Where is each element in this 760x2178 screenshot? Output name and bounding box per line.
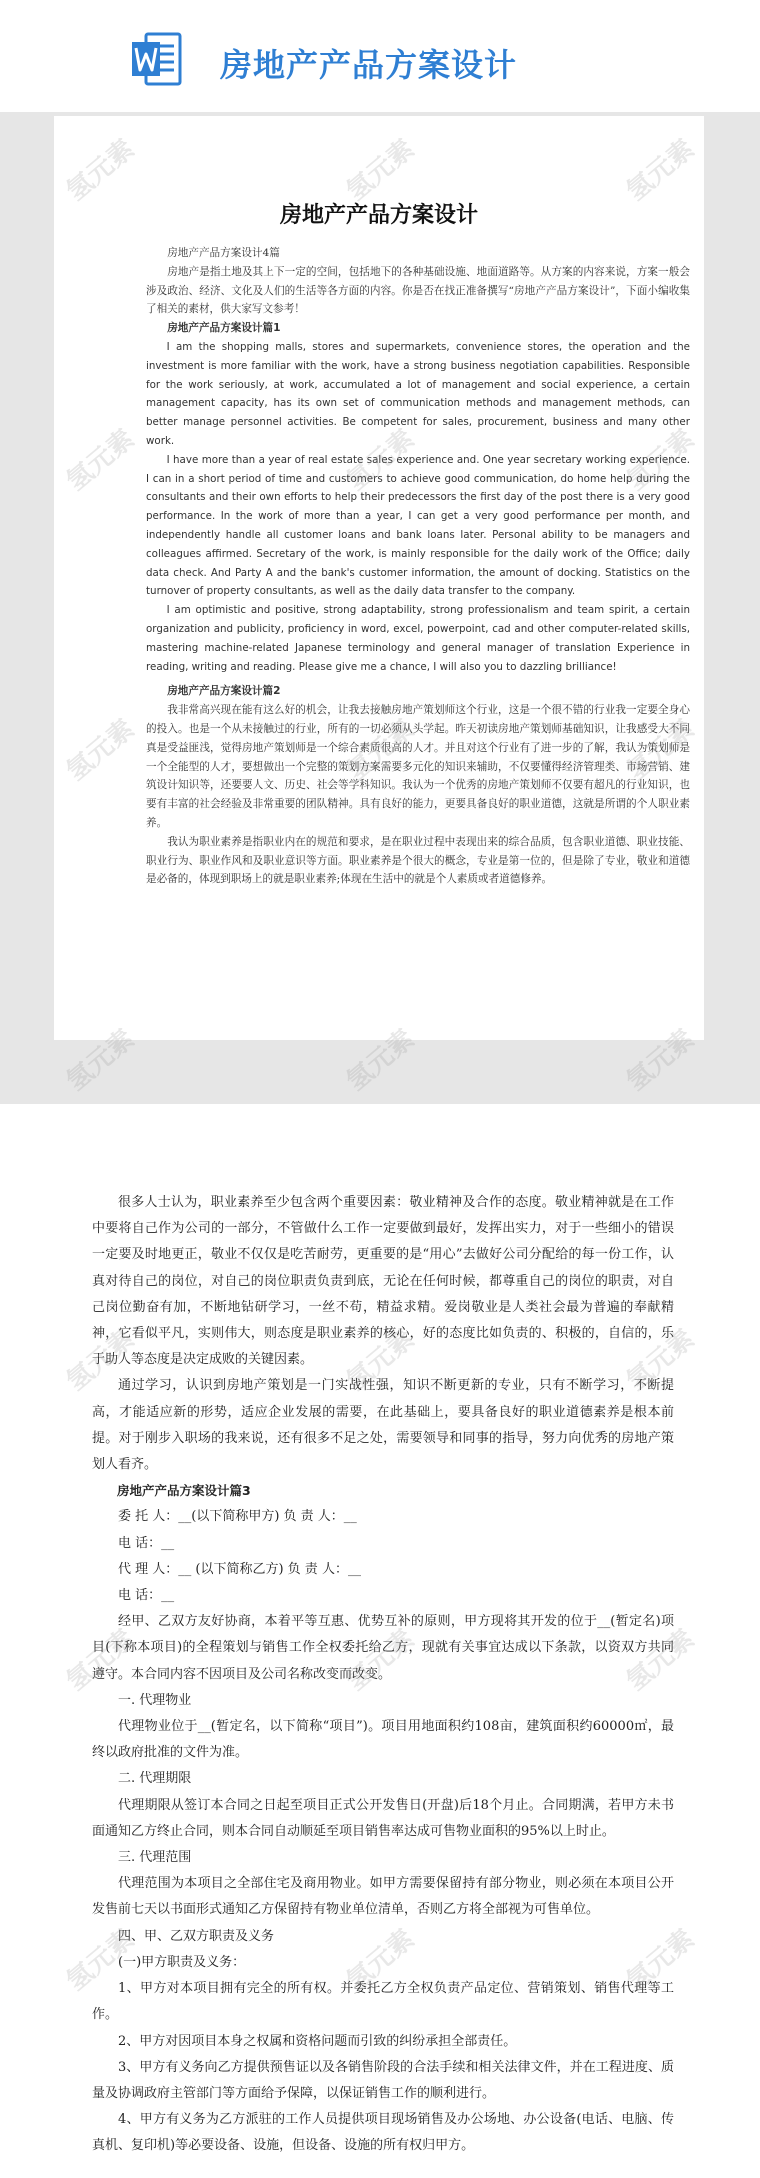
body-paragraph: (一)甲方职责及义务： [118,1954,246,1970]
watermark: 氢元素 [621,423,701,497]
watermark: 氢元素 [621,133,701,207]
watermark: 氢元素 [61,713,141,787]
body-paragraph: 电 话：__ [118,1588,175,1604]
preview-title: 房地产产品方案设计 [279,202,478,228]
preview-paragraph: 我非常高兴现在能有这么好的机会，让我去接触房地产策划师这个行业，这是一个很不错的行业我一定要全身心的投入。也是一个从未接触过的行业，所有的一切必须从头学起。昨天初读房地产策划师基础知识，让我感受大不同真是受益匪浅，觉得房地产策划师是一个综合素质很高的人才。并且对这个行业有了进一步的了解，我认为策划师是一个全能型的人才，要想做出一个完整的策划方案需要多元化的知识来辅助，不仅要懂得经济管理类、市场营销、建筑设计知识等，还要要人文、历史、社会等学科知识。我认为一个优秀的房地产策划师不仅要有超凡的行业知识，也要有丰富的社会经验及非常重要的团队精神。具有良好的能力，更要具备良好的职业道德，这就是所谓的个人职业素养。 [146,704,690,829]
watermark: 氢元素 [621,1323,701,1397]
preview-paragraph: I have more than a year of real estate sales experience and. One year secretary working experience. I can in a short period of time and customers to achieve good communication, do home help during the consultants and their own efforts to help their predecessors the first day of the post there is a very good performance. In the work of more than a year, I can get a very good performance per month, and independently handle all customer loans and bank loans later. Personal ability to be managers and colleagues affirmed. Secretary of the work, is mainly responsible for the daily work of the Office; daily data check. And Party A and the bank's customer information, the amount of docking. Statistics on the turnover of property consultants, as well as the daily data transfer to the company. [146,453,690,598]
body-paragraph: 二. 代理期限 [118,1771,192,1787]
body-paragraph: 三. 代理范围 [118,1850,192,1866]
watermark: 氢元素 [621,1923,701,1997]
watermark: 氢元素 [61,1323,141,1397]
watermark: 氢元素 [341,713,421,787]
body-paragraph: 2、甲方对因项目本身之权属和资格问题而引致的纠纷承担全部责任。 [118,2033,517,2049]
body-paragraph: 代理物业位于__(暂定名，以下简称“项目”)。项目用地面积约108亩，建筑面积约60000㎡，最终以政府批准的文件为准。 [92,1719,674,1761]
header-title: 房地产产品方案设计 [220,46,518,84]
body-paragraph: 3、甲方有义务向乙方提供预售证以及各销售阶段的合法手续和相关法律文件，并在工程进度、质量及协调政府主管部门等方面给予保障，以保证销售工作的顺利进行。 [92,2059,674,2101]
preview-band [0,112,760,1104]
watermark: 氢元素 [621,1023,701,1097]
body-paragraph: 委 托 人：__(以下简称甲方) 负 责 人：__ [118,1509,357,1525]
body-paragraph: 1、甲方对本项目拥有完全的所有权。并委托乙方全权负责产品定位、营销策划、销售代理等工作。 [92,1981,674,2023]
preview-paragraph: 房地产是指土地及其上下一定的空间，包括地下的各种基础设施、地面道路等。从方案的内容来说，方案一般会涉及政治、经济、文化及人们的生活等各方面的内容。你是否在找正准备撰写“房地产产品方案设计”，下面小编收集了相关的素材，供大家写文参考！ [146,265,690,316]
preview-paragraph: 我认为职业素养是指职业内在的规范和要求，是在职业过程中表现出来的综合品质，包含职业道德、职业技能、职业行为、职业作风和及职业意识等方面。职业素养是个很大的概念，专业是第一位的，但是除了专业，敬业和道德是必备的，体现到职场上的就是职业素养;体现在生活中的就是个人素质或者道德修养。 [146,835,690,886]
body-paragraph: 一. 代理物业 [118,1692,192,1708]
preview-body [146,244,690,889]
section-heading: 房地产产品方案设计篇1 [167,322,281,335]
watermark: 氢元素 [621,1623,701,1697]
body-paragraph: 很多人士认为，职业素养至少包含两个重要因素：敬业精神及合作的态度。敬业精神就是在工作中要将自己作为公司的一部分，不管做什么工作一定要做到最好，发挥出实力，对于一些细小的错误一定要及时地更正，敬业不仅仅是吃苦耐劳，更重要的是“用心”去做好公司分配给的每一份工作，认真对待自己的岗位，对自己的岗位职责负责到底，无论在任何时候，都尊重自己的岗位的职责，对自己岗位勤奋有加，不断地钻研学习，一丝不苟，精益求精。爱岗敬业是人类社会最为普遍的奉献精神，它看似平凡，实则伟大，则态度是职业素养的核心，好的态度比如负责的、积极的，自信的，乐于助人等态度是决定成败的关键因素。 [92,1195,674,1368]
preview-paragraph: I am optimistic and positive, strong adaptability, strong professionalism and team spirit, a certain organization and publicity, proficiency in word, excel, powerpoint, cad and other computer-related skills, mastering machine-related Japanese terminology and general manager of translation Experience in reading, writing and reading. Please give me a chance, I will also you to dazzling brilliance! [146,604,690,673]
watermark: 氢元素 [61,423,141,497]
watermark: 氢元素 [61,133,141,207]
body-paragraph: 四、甲、乙双方职责及义务 [118,1928,275,1944]
preview-paragraph: 房地产产品方案设计4篇 [167,247,280,259]
watermark: 氢元素 [341,1323,421,1397]
body-paragraph: 代 理 人：__ (以下简称乙方) 负 责 人：__ [118,1561,361,1577]
watermark: 氢元素 [61,1623,141,1697]
body-paragraph: 代理期限从签订本合同之日起至项目正式公开发售日(开盘)后18个月止。合同期满，若甲方未书面通知乙方终止合同，则本合同自动顺延至项目销售率达成可售物业面积的95%以上时止。 [92,1797,674,1839]
body-paragraph: 经甲、乙双方友好协商，本着平等互惠、优势互补的原则，甲方现将其开发的位于__(暂定名)项目(下称本项目)的全程策划与销售工作全权委托给乙方，现就有关事宜达成以下条款，以资双方共同遵守。本合同内容不因项目及公司名称改变而改变。 [92,1614,674,1682]
watermark: 氢元素 [341,1623,421,1697]
header [0,0,760,112]
page-body [92,1190,674,2160]
body-paragraph: 通过学习，认识到房地产策划是一门实战性强，知识不断更新的专业，只有不断学习，不断提高，才能适应新的形势，适应企业发展的需要，在此基础上，要具备良好的职业道德素养是根本前提。对于刚步入职场的我来说，还有很多不足之处，需要领导和同事的指导，努力向优秀的房地产策划人看齐。 [92,1378,674,1473]
body-paragraph: 电 话：__ [118,1535,175,1551]
preview-page [54,116,704,1040]
watermark: 氢元素 [61,1023,141,1097]
watermark: 氢元素 [341,133,421,207]
watermark: 氢元素 [341,423,421,497]
watermark: 氢元素 [341,1923,421,1997]
section-heading: 房地产产品方案设计篇2 [167,685,281,698]
preview-paragraph: I am the shopping malls, stores and supermarkets, convenience stores, the operation and the investment is more familiar with the work, have a strong business negotiation capabilities. Responsible for the work seriously, at work, accumulated a lot of management and social experience, a certain management capacity, has its own set of communication methods and management methods, can better manage personnel activities. Be competent for sales, procurement, business and many other work. [146,340,690,447]
body-paragraph: 4、甲方有义务为乙方派驻的工作人员提供项目现场销售及办公场地、办公设备(电话、电脑、传真机、复印机)等必要设备、设施，但设备、设施的所有权归甲方。 [92,2112,674,2154]
watermark: 氢元素 [621,713,701,787]
body-paragraph: 代理范围为本项目之全部住宅及商用物业。如甲方需要保留持有部分物业，则必须在本项目公开发售前七天以书面形式通知乙方保留持有物业单位清单，否则乙方将全部视为可售单位。 [92,1876,674,1918]
section-heading: 房地产产品方案设计篇3 [117,1483,251,1499]
watermark: 氢元素 [341,1023,421,1097]
watermark: 氢元素 [61,1923,141,1997]
word-document-icon [132,30,182,88]
